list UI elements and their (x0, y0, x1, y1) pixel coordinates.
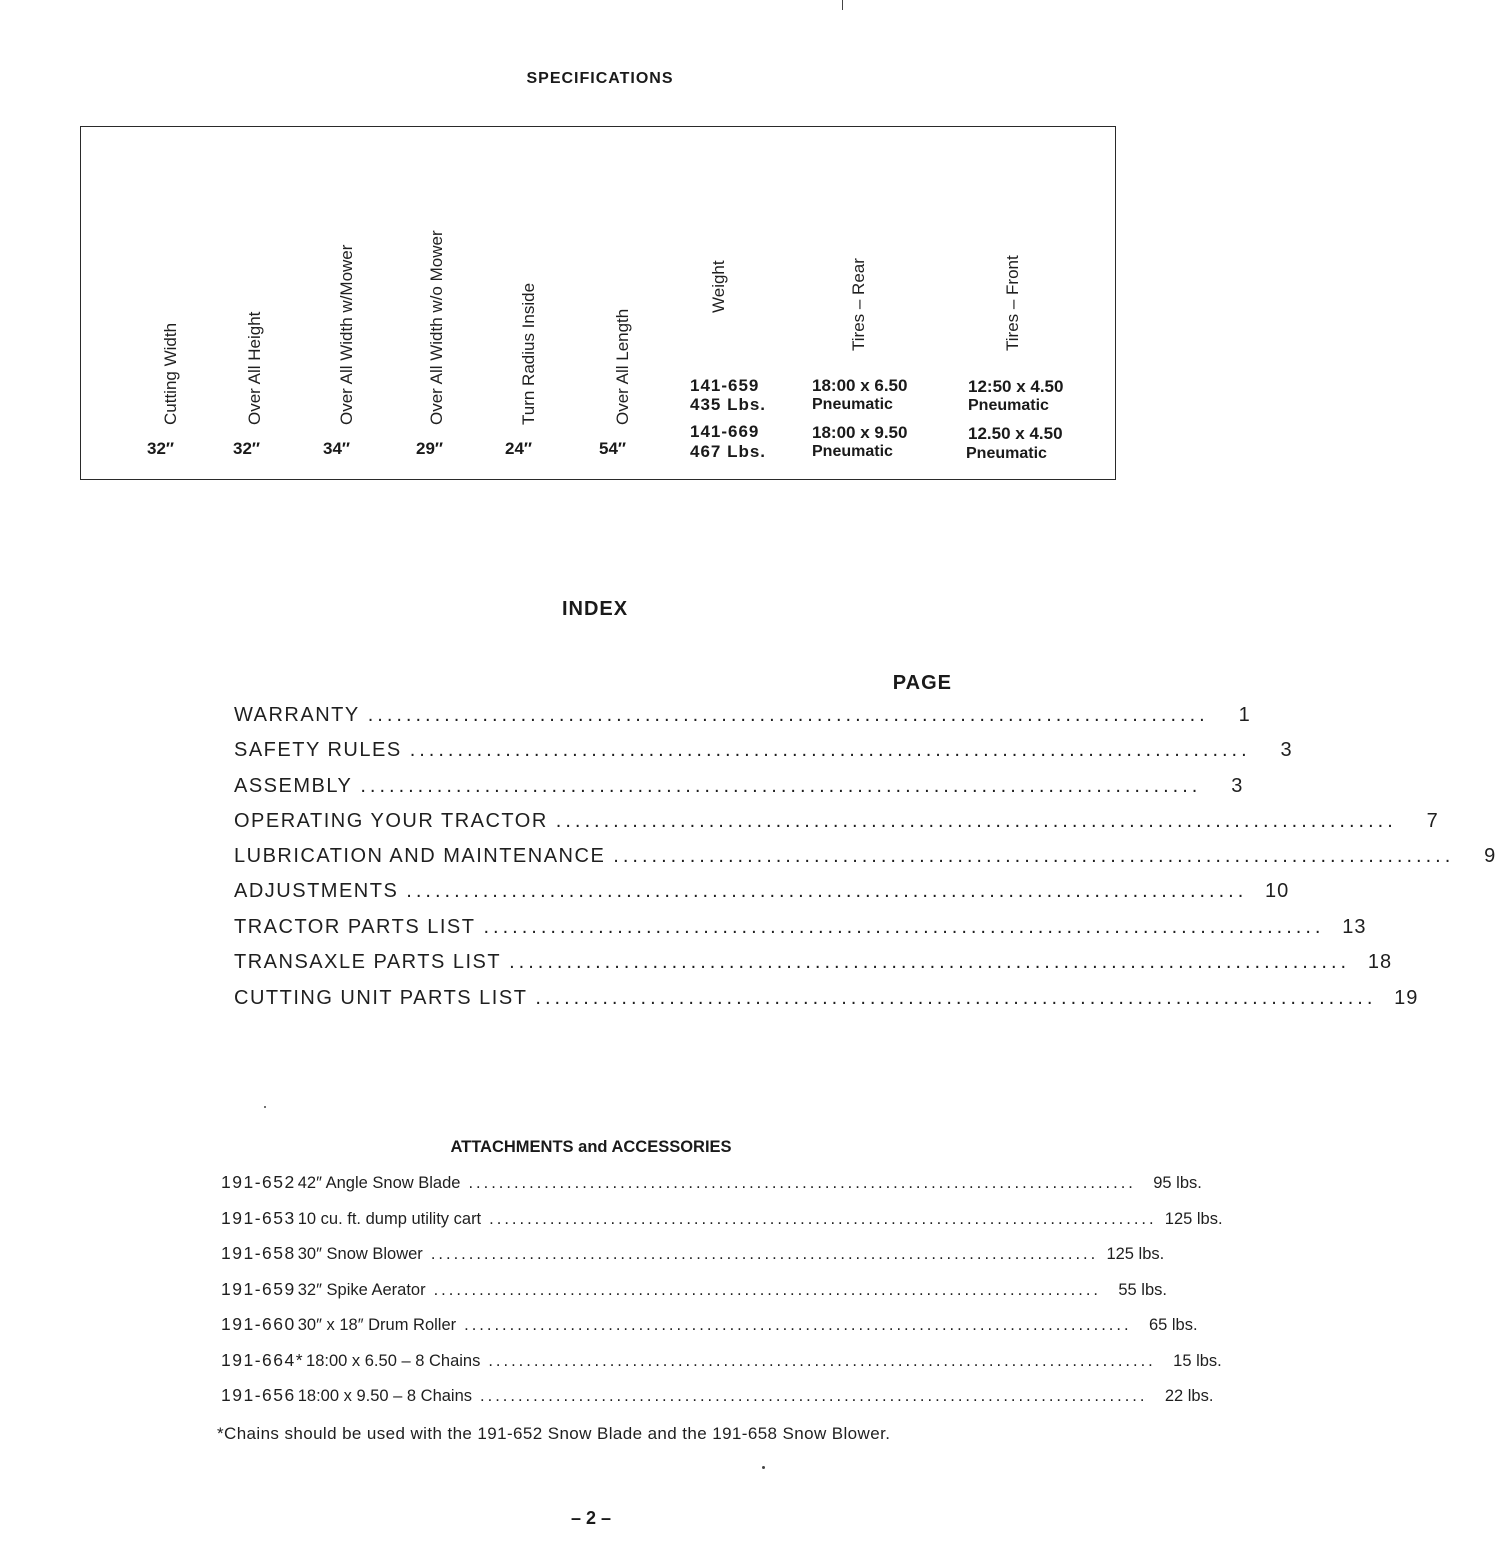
index-item-adjustments (234, 880, 1290, 908)
index-item-page: 18 (1367, 951, 1393, 973)
value-cutting-width: 32″ (147, 439, 175, 458)
index-item-label: OPERATING YOUR TRACTOR (234, 810, 548, 832)
front-tire-type: Pneumatic (968, 397, 1049, 414)
index-item-label: LUBRICATION AND MAINTENANCE (234, 845, 606, 867)
dot-leader: ........................................................................................ (489, 1210, 1157, 1228)
attachment-code: 191-656 (221, 1385, 296, 1405)
attachment-row (221, 1385, 1214, 1409)
front-tire-type: Pneumatic (966, 445, 1047, 462)
header-over-all-height: Over All Height (245, 311, 264, 425)
index-item-safety-rules (234, 739, 1293, 767)
dot-leader: ........................................................................................ (488, 1352, 1156, 1370)
attachment-row (221, 1172, 1202, 1196)
attachment-description: 30″ x 18″ Drum Roller (297, 1316, 457, 1334)
index-item-warranty (234, 704, 1251, 732)
scan-speck (762, 1466, 765, 1469)
attachment-weight: 22 lbs. (1164, 1387, 1214, 1405)
specifications-table (80, 126, 1116, 480)
header-tires-rear: Tires – Rear (849, 258, 868, 351)
index-page-header: PAGE (892, 672, 952, 694)
index-title: INDEX (561, 598, 629, 620)
attachment-description: 42″ Angle Snow Blade (297, 1174, 461, 1192)
dot-leader: ........................................................................................ (509, 951, 1351, 973)
index-item-page: 19 (1394, 987, 1419, 1009)
index-item-page: 3 (1280, 739, 1293, 761)
dot-leader: ........................................................................................ (367, 704, 1209, 726)
rear-tire-size: 18:00 x 6.50 (812, 376, 908, 395)
attachment-code: 191-659 (221, 1279, 296, 1299)
scan-speck (264, 1106, 266, 1108)
front-tire-size: 12.50 x 4.50 (968, 424, 1063, 443)
index-item-page: 1 (1238, 704, 1251, 726)
attachment-code: 191-664* (221, 1350, 305, 1370)
attachment-weight: 95 lbs. (1153, 1174, 1202, 1192)
dot-leader: ........................................................................................ (406, 880, 1248, 902)
rear-tire-type: Pneumatic (812, 396, 893, 413)
value-over-all-height: 32″ (233, 439, 261, 458)
dot-leader: ........................................................................................ (480, 1387, 1148, 1405)
dot-leader: ........................................................................................ (430, 1245, 1099, 1263)
dot-leader: ........................................................................................ (468, 1174, 1136, 1192)
index-item-page: 3 (1231, 775, 1244, 797)
model-number: 141-669 (690, 422, 760, 441)
dot-leader: ........................................................................................ (613, 845, 1455, 867)
value-turn-radius-inside: 24″ (505, 439, 533, 458)
header-tires-front: Tires – Front (1003, 255, 1022, 351)
attachment-code: 191-653 (221, 1208, 296, 1228)
attachment-description: 32″ Spike Aerator (297, 1281, 426, 1299)
header-cutting-width: Cutting Width (161, 322, 180, 425)
index-item-tractor-parts-list (234, 916, 1367, 944)
attachment-row (221, 1314, 1198, 1338)
attachment-description: 30″ Snow Blower (297, 1245, 423, 1263)
header-turn-radius-inside: Turn Radius Inside (519, 282, 538, 425)
model-number: 141-659 (690, 376, 760, 395)
model-weight: 467 Lbs. (690, 442, 767, 461)
index-item-assembly (234, 775, 1244, 803)
attachment-row (221, 1279, 1167, 1303)
attachment-weight: 125 lbs. (1164, 1210, 1223, 1228)
index-item-label: TRACTOR PARTS LIST (234, 916, 476, 938)
index-item-label: ASSEMBLY (234, 775, 353, 797)
attachments-footnote: *Chains should be used with the 191-652 Snow Blade and the 191-658 Snow Blower. (217, 1424, 891, 1443)
index-item-page: 9 (1484, 845, 1496, 867)
rear-tire-size: 18:00 x 9.50 (812, 423, 908, 442)
index-item-label: SAFETY RULES (234, 739, 402, 761)
dot-leader: ........................................................................................ (535, 987, 1377, 1009)
dot-leader: ........................................................................................ (555, 810, 1397, 832)
index-item-label: ADJUSTMENTS (234, 880, 399, 902)
index-item-cutting-unit-parts-list (234, 987, 1419, 1015)
attachment-description: 10 cu. ft. dump utility cart (297, 1210, 482, 1228)
attachments-title: ATTACHMENTS and ACCESSORIES (450, 1138, 732, 1156)
index-item-transaxle-parts-list (234, 951, 1393, 979)
index-item-label: TRANSAXLE PARTS LIST (234, 951, 502, 973)
index-item-lubrication-and-maintenance (234, 845, 1496, 873)
index-item-page: 13 (1342, 916, 1367, 938)
attachment-code: 191-652 (221, 1172, 296, 1192)
dot-leader: ........................................................................................ (360, 775, 1202, 797)
model-weight: 435 Lbs. (690, 395, 767, 414)
header-over-all-width-with-mower: Over All Width w/Mower (337, 244, 356, 425)
attachment-code: 191-658 (221, 1243, 296, 1263)
attachment-row (221, 1243, 1165, 1267)
index-item-label: WARRANTY (234, 704, 360, 726)
attachment-row (221, 1208, 1223, 1232)
attachment-weight: 65 lbs. (1148, 1316, 1198, 1334)
attachment-description: 18:00 x 6.50 – 8 Chains (306, 1352, 481, 1370)
header-over-all-length: Over All Length (613, 308, 632, 425)
attachment-weight: 55 lbs. (1118, 1281, 1167, 1299)
value-over-all-width-with-mower: 34″ (323, 439, 351, 458)
index-item-operating-your-tractor (234, 810, 1439, 838)
front-tire-size: 12:50 x 4.50 (968, 377, 1064, 396)
attachment-weight: 15 lbs. (1173, 1352, 1222, 1370)
dot-leader: ........................................................................................ (409, 739, 1251, 761)
rear-tire-type: Pneumatic (812, 443, 893, 460)
attachment-row (221, 1350, 1222, 1374)
index-item-page: 10 (1265, 880, 1290, 902)
scan-mark (842, 0, 843, 10)
header-weight: Weight (709, 260, 728, 313)
dot-leader: ........................................................................................ (483, 916, 1325, 938)
specifications-title: SPECIFICATIONS (526, 70, 674, 87)
attachment-weight: 125 lbs. (1106, 1245, 1165, 1263)
index-item-page: 7 (1426, 810, 1439, 832)
dot-leader: ........................................................................................ (464, 1316, 1132, 1334)
attachment-description: 18:00 x 9.50 – 8 Chains (297, 1387, 473, 1405)
value-over-all-width-without-mower: 29″ (416, 439, 444, 458)
index-item-label: CUTTING UNIT PARTS LIST (234, 987, 528, 1009)
header-over-all-width-without-mower: Over All Width w/o Mower (427, 230, 446, 425)
page-number: – 2 – (570, 1508, 612, 1528)
attachment-code: 191-660 (221, 1314, 296, 1334)
value-over-all-length: 54″ (599, 439, 627, 458)
dot-leader: ........................................................................................ (433, 1281, 1101, 1299)
